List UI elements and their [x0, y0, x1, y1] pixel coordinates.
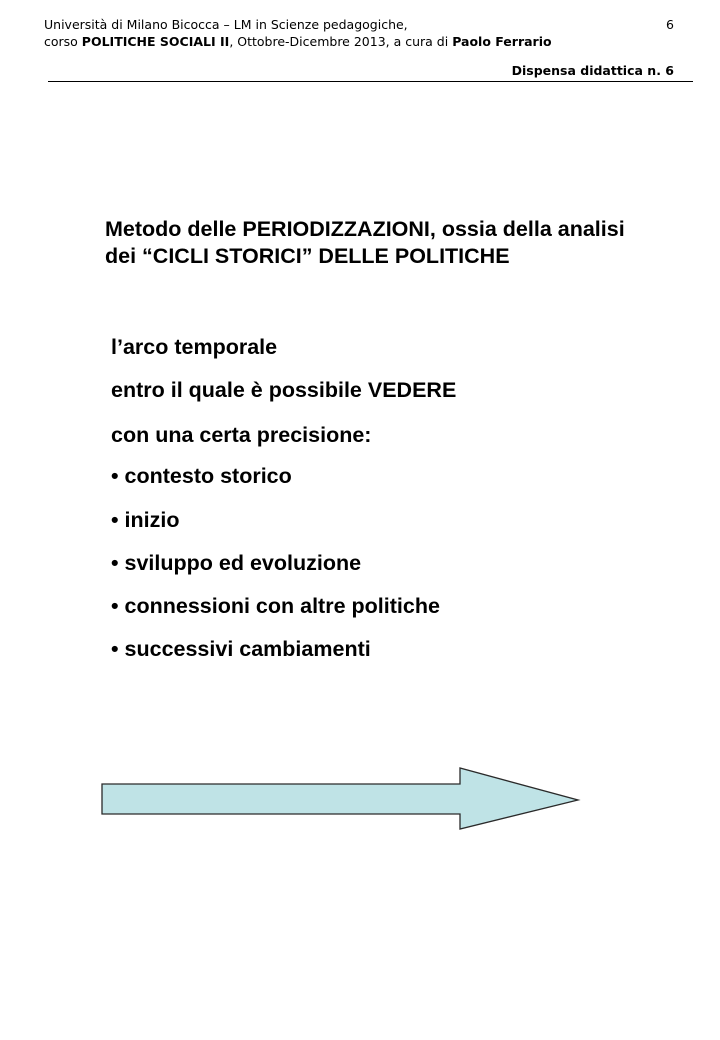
header-divider	[48, 81, 693, 82]
dispensa-label: Dispensa didattica n. 6	[511, 63, 674, 78]
bullet-item-sviluppo	[111, 548, 361, 578]
right-arrow-icon	[98, 764, 584, 834]
intro-line-3: con una certa precisione:	[111, 423, 372, 447]
bullet-label: connessioni con altre politiche	[124, 594, 440, 618]
page-header	[44, 16, 684, 50]
bullet-icon: •	[111, 551, 119, 575]
bullet-icon: •	[111, 594, 119, 618]
bullet-item-connessioni	[111, 591, 440, 621]
header-course-name: POLITICHE SOCIALI II	[81, 34, 230, 49]
bullet-label: contesto storico	[124, 464, 292, 488]
bullet-item-contesto	[111, 461, 292, 491]
header-course-dates: , Ottobre-Dicembre 2013, a cura di	[229, 34, 453, 49]
bullet-item-cambiamenti	[111, 634, 371, 664]
bullet-icon: •	[111, 508, 119, 532]
arrow-shape	[102, 768, 578, 829]
bullet-label: inizio	[124, 508, 180, 532]
title-line-2: dei “CICLI STORICI” DELLE POLITICHE	[105, 244, 510, 268]
header-course-line	[44, 33, 684, 50]
bullet-item-inizio	[111, 505, 179, 535]
bullet-label: sviluppo ed evoluzione	[124, 551, 362, 575]
bullet-icon: •	[111, 464, 119, 488]
title-line-1: Metodo delle PERIODIZZAZIONI, ossia della analisi	[105, 217, 625, 241]
page-number: 6	[666, 17, 674, 32]
header-course-prefix: corso	[44, 34, 82, 49]
intro-line-2: entro il quale è possibile VEDERE	[111, 378, 457, 402]
bullet-label: successivi cambiamenti	[124, 637, 371, 661]
slide-title	[105, 216, 705, 270]
header-institution: Università di Milano Bicocca – LM in Scienze pedagogiche,	[44, 17, 408, 32]
intro-line-1: l’arco temporale	[111, 335, 278, 359]
bullet-icon: •	[111, 637, 119, 661]
header-author: Paolo Ferrario	[452, 34, 552, 49]
